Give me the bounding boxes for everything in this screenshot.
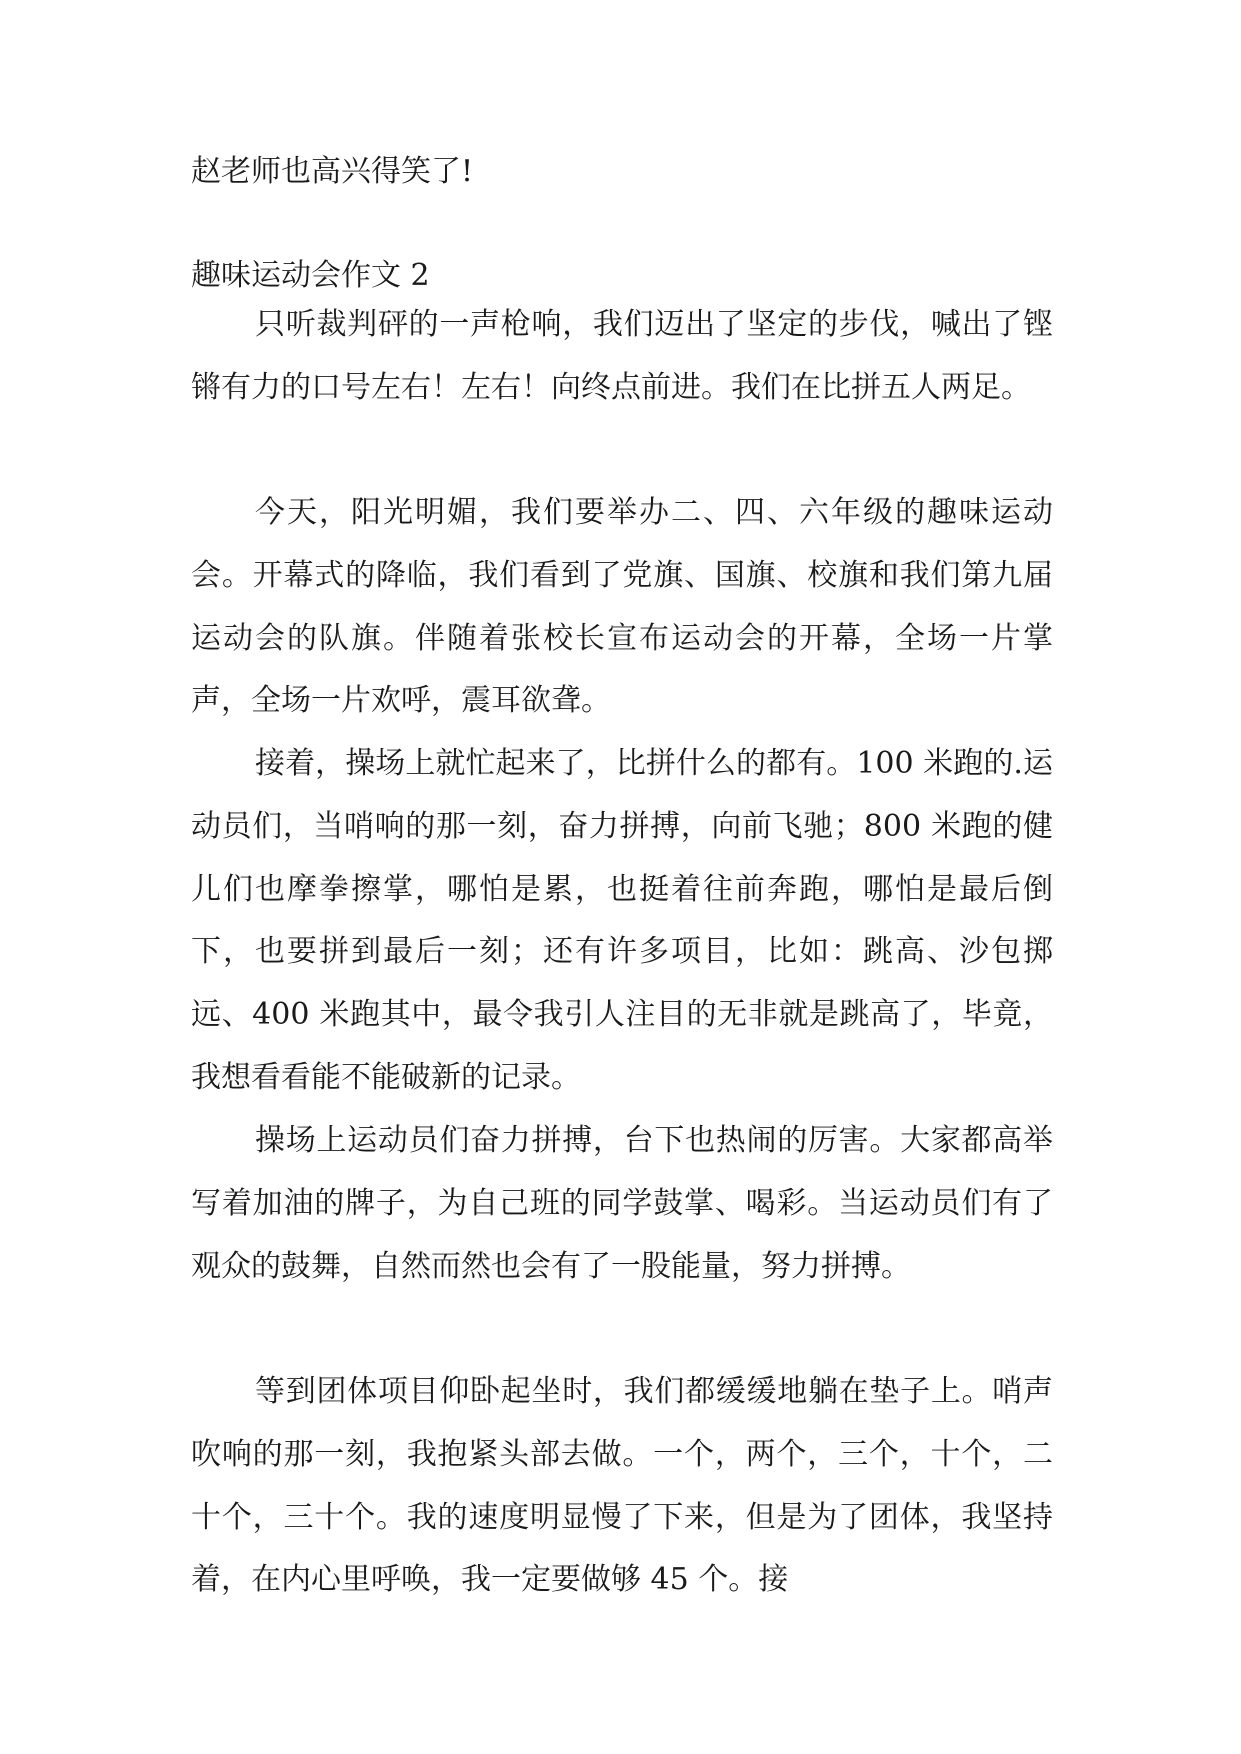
previous-essay-closing-line: 赵老师也高兴得笑了! — [191, 154, 474, 189]
paragraph-1: 只听裁判砰的一声枪响，我们迈出了坚定的步伐，喊出了铿锵有力的口号左右！左右！向终点前进。我们在比拼五人两足。 — [191, 307, 1053, 405]
paragraph-4: 操场上运动员们奋力拼搏，台下也热闹的厉害。大家都高举写着加油的牌子，为自己班的同学鼓掌、喝彩。当运动员们有了观众的鼓舞，自然而然也会有了一股能量，努力拼搏。 — [191, 1123, 1053, 1284]
paragraph-5: 等到团体项目仰卧起坐时，我们都缓缓地躺在垫子上。哨声吹响的那一刻，我抱紧头部去做。一个，两个，三个，十个，二十个，三十个。我的速度明显慢了下来，但是为了团体，我坚持着，在内心里呼唤，我一定要做够 45 个。接 — [191, 1374, 1053, 1598]
paragraph-3: 接着，操场上就忙起来了，比拼什么的都有。100 米跑的.运动员们，当哨响的那一刻，奋力拼搏，向前飞驰；800 米跑的健儿们也摩拳擦掌，哪怕是累，也挺着往前奔跑，哪怕是最后倒下，也要拼到最后一刻；还有许多项目，比如：跳高、沙包掷远、400 米跑其中，最令我引人注目的无非就是跳高了，毕竟，我想看看能不能破新的记录。 — [191, 746, 1053, 1095]
paragraph-2: 今天，阳光明媚，我们要举办二、四、六年级的趣味运动会。开幕式的降临，我们看到了党旗、国旗、校旗和我们第九届运动会的队旗。伴随着张校长宣布运动会的开幕，全场一片掌声，全场一片欢呼，震耳欲聋。 — [191, 495, 1053, 719]
essay-heading: 趣味运动会作文 2 — [191, 258, 430, 293]
